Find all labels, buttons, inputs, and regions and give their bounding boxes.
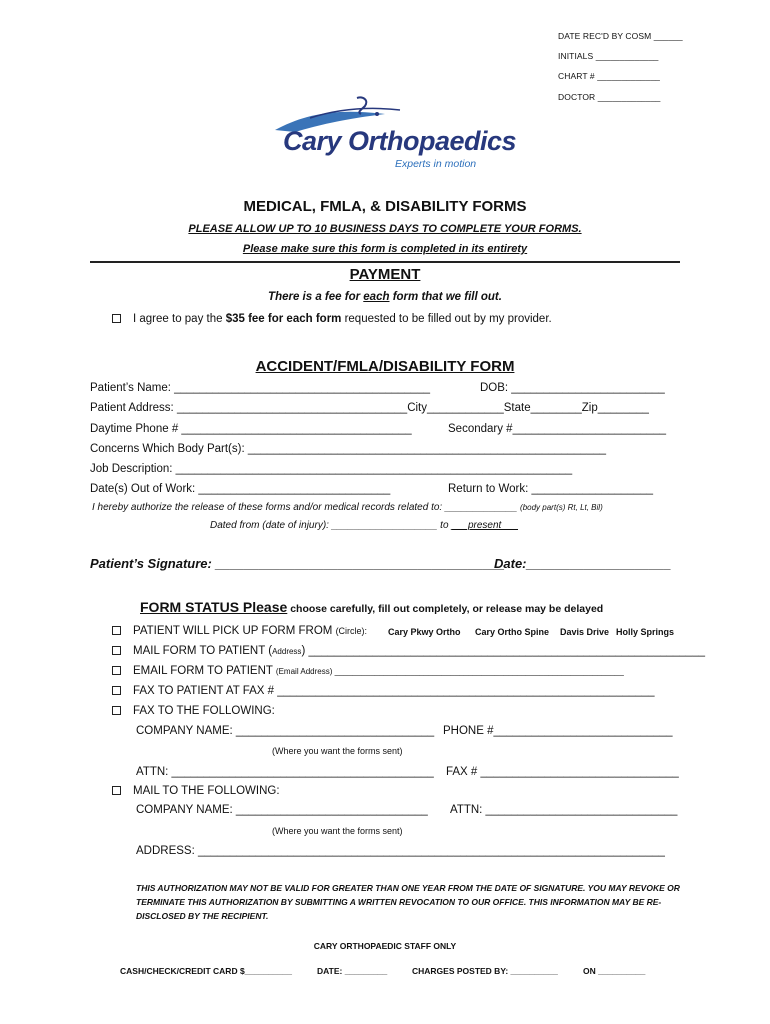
mail-patient-checkbox[interactable] (112, 646, 121, 655)
mail-attn-field[interactable]: ATTN: ______________________________ (450, 804, 678, 816)
fax-attn-field[interactable]: ATTN: _________________________________________ (136, 766, 434, 778)
staff-on-field[interactable]: ON __________ (583, 966, 646, 976)
patient-address-field[interactable]: Patient Address: ____________________________________City____________State________Zip________ (90, 402, 649, 414)
option-pickup[interactable]: PATIENT WILL PICK UP FORM FROM (Circle): (112, 625, 367, 637)
payment-heading: PAYMENT (349, 266, 421, 283)
fax-phone-field[interactable]: PHONE #____________________________ (443, 725, 673, 737)
office-doctor: DOCTOR _____________ (558, 92, 661, 102)
return-to-work-field[interactable]: Return to Work: ___________________ (448, 483, 654, 495)
location-cary-pkwy[interactable]: Cary Pkwy Ortho (388, 627, 461, 637)
office-chart: CHART # _____________ (558, 71, 660, 81)
option-mail-following[interactable]: MAIL TO THE FOLLOWING: (112, 785, 280, 797)
form-status-heading: FORM STATUS Please choose carefully, fill out completely, or release may be delayed (140, 599, 604, 615)
fax-number-field[interactable]: FAX # _______________________________ (446, 766, 679, 778)
mail-address-field[interactable]: ADDRESS: _________________________________________________________________________ (136, 845, 665, 857)
section-divider (90, 261, 680, 263)
mail-following-checkbox[interactable] (112, 786, 121, 795)
disclaimer-line-2: TERMINATE THIS AUTHORIZATION BY SUBMITTING A WRITTEN REVOCATION TO OUR OFFICE. THIS INFORMATION MAY BE RE- (136, 897, 662, 907)
dates-out-field[interactable]: Date(s) Out of Work: ______________________________ (90, 483, 391, 495)
fax-company-field[interactable]: COMPANY NAME: _______________________________ (136, 725, 435, 737)
option-fax-following[interactable]: FAX TO THE FOLLOWING: (112, 705, 275, 717)
fax-following-checkbox[interactable] (112, 706, 121, 715)
notice-business-days: PLEASE ALLOW UP TO 10 BUSINESS DAYS TO COMPLETE YOUR FORMS. (188, 223, 582, 235)
staff-date-field[interactable]: DATE: _________ (317, 966, 388, 976)
fee-notice: There is a fee for each form that we fill out. (268, 291, 502, 303)
where-sent-note-2: (Where you want the forms sent) (272, 826, 403, 836)
job-description-field[interactable]: Job Description: ______________________________________________________________ (90, 463, 573, 475)
logo-wordmark: Cary Orthopaedics (283, 126, 517, 156)
dob-field[interactable]: DOB: ________________________ (480, 382, 665, 394)
location-cary-spine[interactable]: Cary Ortho Spine (475, 627, 550, 637)
office-date-received: DATE REC'D BY COSM ______ (558, 31, 683, 41)
disclaimer-line-1: THIS AUTHORIZATION MAY NOT BE VALID FOR GREATER THAN ONE YEAR FROM THE DATE OF SIGNATURE. YOU MAY REVOKE OR (136, 883, 680, 893)
option-mail-patient[interactable]: MAIL FORM TO PATIENT (Address) ______________________________________________________________ (112, 645, 705, 657)
option-fax-patient[interactable]: FAX TO PATIENT AT FAX # ___________________________________________________________ (112, 685, 655, 697)
email-patient-checkbox[interactable] (112, 666, 121, 675)
staff-charges-field[interactable]: CHARGES POSTED BY: __________ (412, 966, 558, 976)
payment-agree-row[interactable]: I agree to pay the $35 fee for each form requested to be filled out by my provider. (112, 313, 552, 325)
where-sent-note: (Where you want the forms sent) (272, 746, 403, 756)
option-email-patient[interactable]: EMAIL FORM TO PATIENT (Email Address) _________________________________________________________________ (112, 665, 624, 677)
notice-complete-form: Please make sure this form is completed in its entirety (242, 243, 528, 255)
payment-agree-checkbox[interactable] (112, 314, 121, 323)
location-davis-drive[interactable]: Davis Drive (560, 627, 610, 637)
fax-patient-checkbox[interactable] (112, 686, 121, 695)
location-holly-springs[interactable]: Holly Springs (616, 627, 675, 637)
logo-tagline: Experts in motion (395, 158, 477, 170)
staff-only-heading: CARY ORTHOPAEDIC STAFF ONLY (313, 941, 457, 951)
body-parts-field[interactable]: Concerns Which Body Part(s): ________________________________________________________ (90, 443, 607, 455)
daytime-phone-field[interactable]: Daytime Phone # ____________________________________ (90, 423, 412, 435)
secondary-phone-field[interactable]: Secondary #________________________ (448, 423, 667, 435)
mail-company-field[interactable]: COMPANY NAME: ______________________________ (136, 804, 428, 816)
accident-form-heading: ACCIDENT/FMLA/DISABILITY FORM (255, 358, 515, 375)
form-title: MEDICAL, FMLA, & DISABILITY FORMS (243, 198, 527, 215)
patient-signature-field[interactable]: Patient’s Signature: ________________________________________ (90, 556, 505, 571)
signature-date-field[interactable]: Date:____________________ (494, 556, 672, 571)
cary-orthopaedics-logo (265, 96, 530, 176)
pickup-checkbox[interactable] (112, 626, 121, 635)
staff-payment-field[interactable]: CASH/CHECK/CREDIT CARD $__________ (120, 966, 292, 976)
patient-name-field[interactable]: Patient’s Name: ________________________________________ (90, 382, 430, 394)
authorize-release: I hereby authorize the release of these forms and/or medical records related to: _____________ (body part(s) Rt, Lt, Bil) (92, 502, 603, 513)
dated-from-field[interactable]: Dated from (date of injury): ___________________ to ___present___ (210, 520, 519, 531)
office-initials: INITIALS _____________ (558, 51, 659, 61)
disclaimer-line-3: DISCLOSED BY THE RECIPIENT. (136, 911, 269, 921)
